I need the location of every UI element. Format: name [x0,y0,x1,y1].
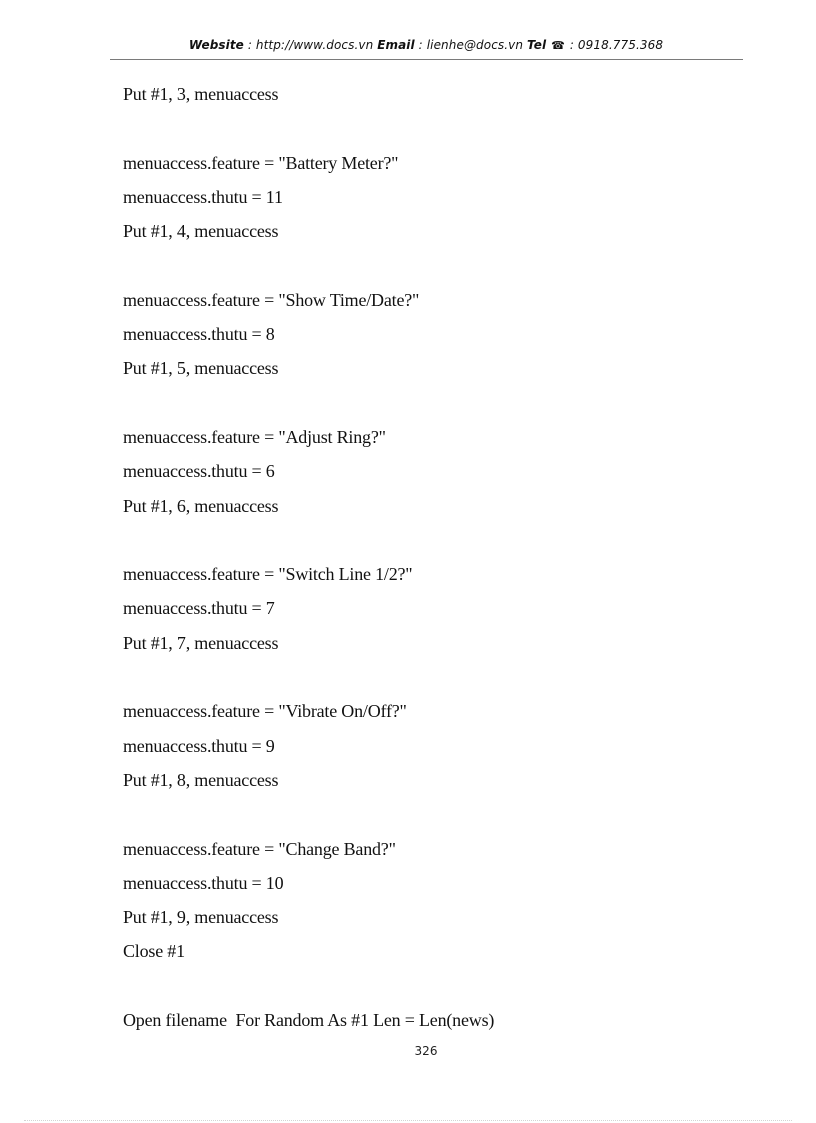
blank-line [123,665,494,699]
code-line: menuaccess.thutu = 7 [123,598,275,619]
email-label: Email [377,38,415,52]
blank-line [123,391,494,425]
code-line: menuaccess.feature = "Change Band?" [123,838,396,859]
code-line: Put #1, 7, menuaccess [123,632,279,653]
email-value: : lienhe@docs.vn [414,38,527,52]
code-line: menuaccess.feature = "Battery Meter?" [123,152,399,173]
website-label: Website [188,38,244,52]
code-line: menuaccess.feature = "Switch Line 1/2?" [123,564,413,585]
code-listing [123,82,494,1042]
code-line: Put #1, 5, menuaccess [123,358,279,379]
code-line: Open filename For Random As #1 Len = Len(news) [123,1010,495,1031]
page-number: 326 [414,1044,438,1058]
footer-divider [24,1120,792,1121]
blank-line [123,116,494,150]
code-line: menuaccess.thutu = 9 [123,735,275,756]
code-line: menuaccess.thutu = 10 [123,872,284,893]
blank-line [123,802,494,836]
code-line: Put #1, 3, menuaccess [123,84,279,104]
blank-line [123,253,494,287]
code-line: Put #1, 6, menuaccess [123,495,279,516]
tel-value: : 0918.775.368 [565,38,664,52]
tel-label: Tel [527,38,547,52]
website-value: : http://www.docs.vn [243,38,378,52]
code-line: Close #1 [123,941,185,962]
code-line: menuaccess.thutu = 11 [123,186,283,207]
code-line: menuaccess.thutu = 6 [123,461,275,482]
code-line: menuaccess.feature = "Vibrate On/Off?" [123,701,407,722]
code-line: Put #1, 8, menuaccess [123,769,279,790]
code-line: menuaccess.thutu = 8 [123,324,275,345]
code-line: Put #1, 9, menuaccess [123,907,279,928]
blank-line [123,528,494,562]
blank-line [123,974,494,1008]
header-divider [110,59,743,60]
code-line: menuaccess.feature = "Show Time/Date?" [123,289,420,310]
code-line: menuaccess.feature = "Adjust Ring?" [123,426,386,447]
code-line: Put #1, 4, menuaccess [123,221,279,242]
phone-icon: ☎ [551,39,565,52]
page-header [110,38,742,52]
